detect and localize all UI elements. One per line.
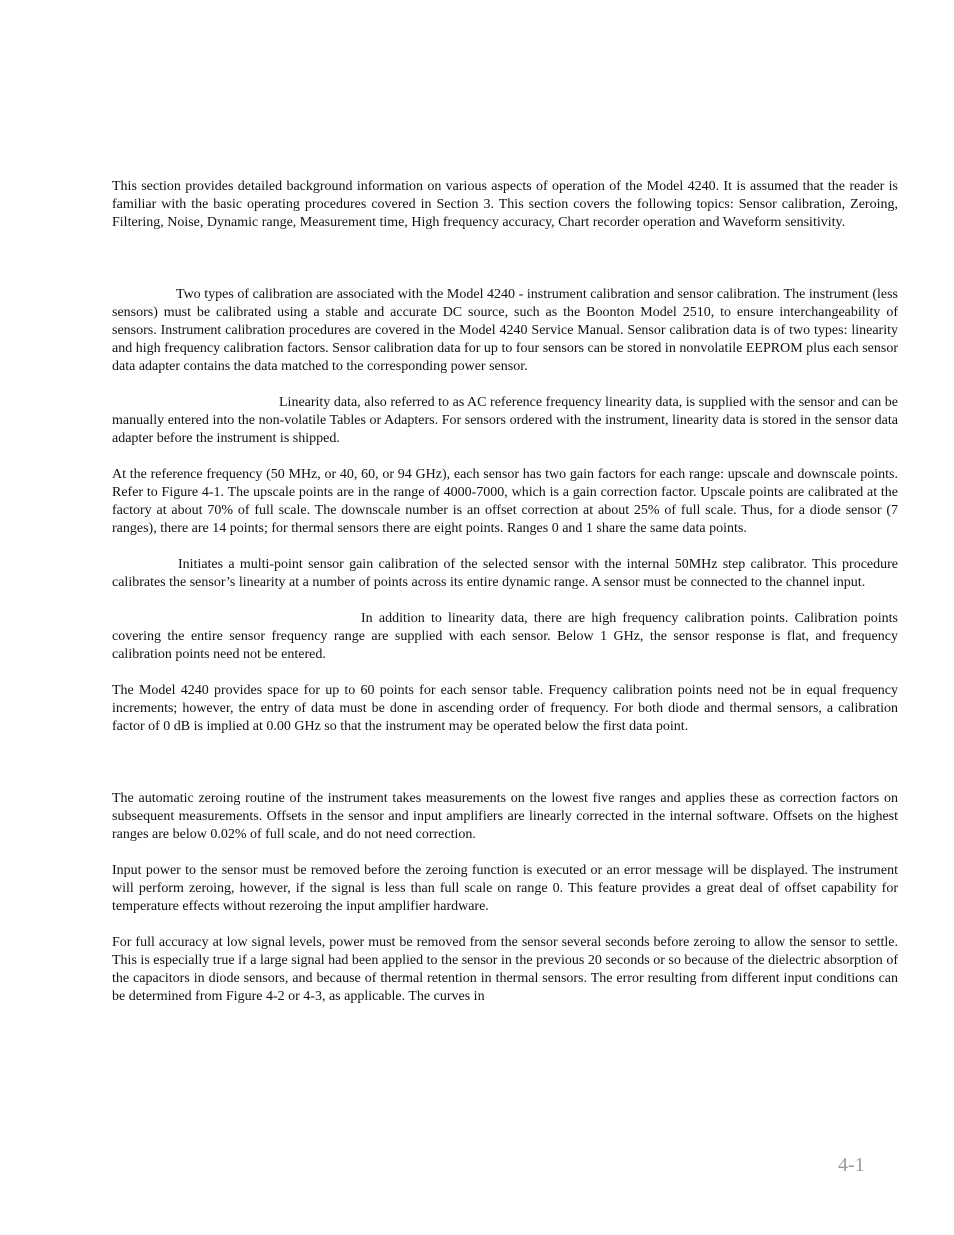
linearity-data-paragraph: Linearity data, also referred to as AC reference frequency linearity data, is supplied with the sensor and can be manually entered into the non-volatile Tables or Adapters. For sensors ordered with the instrument, linearity data is stored in the sensor data adapter before the instrument is shipped. [112, 395, 898, 446]
zeroing-paragraph-1: The automatic zeroing routine of the instrument takes measurements on the lowest five ranges and applies these as correction factors on subsequent measurements. Offsets in the sensor and input amplifiers are linearly corrected in the internal software. Offsets on the highest ranges are below 0.02% of full scale, and do not need correction. [112, 791, 898, 842]
zeroing-paragraph-2: Input power to the sensor must be removed before the zeroing function is executed or an error message will be displayed. The instrument will perform zeroing, however, if the signal is less than full scale on range 0. This feature provides a great deal of offset capability for temperature effects without rezeroing the input amplifier hardware. [112, 863, 898, 914]
reference-frequency-paragraph: At the reference frequency (50 MHz, or 40, 60, or 94 GHz), each sensor has two gain factors for each range: upscale and downscale points. Refer to Figure 4-1. The upscale points are in the range of 4000-7000, which is a gain correction factor. Upscale points are calibrated at the factory at about 70% of full scale. The downscale number is an offset correction at about 25% of full scale. Thus, for a diode sensor (7 ranges), there are 14 points; for thermal sensors there are eight points. Ranges 0 and 1 share the same data points. [112, 467, 898, 536]
calibration-overview-paragraph: Two types of calibration are associated with the Model 4240 - instrument calibration and sensor calibration. The instrument (less sensors) must be calibrated using a stable and accurate DC source, such as the Boonton Model 2510, to ensure interchangeability of sensors. Instrument calibration procedures are covered in the Model 4240 Service Manual. Sensor calibration data is of two types: linearity and high frequency calibration factors. Sensor calibration data for up to four sensors can be stored in nonvolatile EEPROM plus each sensor data adapter contains the data matched to the corresponding power sensor. [112, 287, 898, 374]
zeroing-paragraph-3: For full accuracy at low signal levels, power must be removed from the sensor several seconds before zeroing to allow the sensor to settle. This is especially true if a large signal had been applied to the sensor in the previous 20 seconds or so because of the dielectric absorption of the capacitors in diode sensors, and because of thermal retention in thermal sensors. The error resulting from different input conditions can be determined from Figure 4-2 or 4-3, as applicable. The curves in [112, 935, 898, 1004]
table-space-paragraph: The Model 4240 provides space for up to 60 points for each sensor table. Frequency calibration points need not be in equal frequency increments; however, the entry of data must be done in ascending order of frequency. For both diode and thermal sensors, a calibration factor of 0 dB is implied at 0.00 GHz so that the instrument may be operated below the first data point. [112, 683, 898, 734]
high-frequency-paragraph: In addition to linearity data, there are high frequency calibration points. Calibration points covering the entire sensor frequency range are supplied with each sensor. Below 1 GHz, the sensor response is flat, and frequency calibration points need not be entered. [112, 611, 898, 662]
document-body [112, 178, 898, 1006]
intro-paragraph: This section provides detailed background information on various aspects of operation of the Model 4240. It is assumed that the reader is familiar with the basic operating procedures covered in Section 3. This section covers the following topics: Sensor calibration, Zeroing, Filtering, Noise, Dynamic range, Measurement time, High frequency accuracy, Chart recorder operation and Waveform sensitivity. [112, 179, 898, 230]
page-number: 4-1 [838, 1154, 865, 1176]
autocal-paragraph: Initiates a multi-point sensor gain calibration of the selected sensor with the internal 50MHz step calibrator. This procedure calibrates the sensor’s linearity at a number of points across its entire dynamic range. A sensor must be connected to the channel input. [112, 557, 898, 590]
